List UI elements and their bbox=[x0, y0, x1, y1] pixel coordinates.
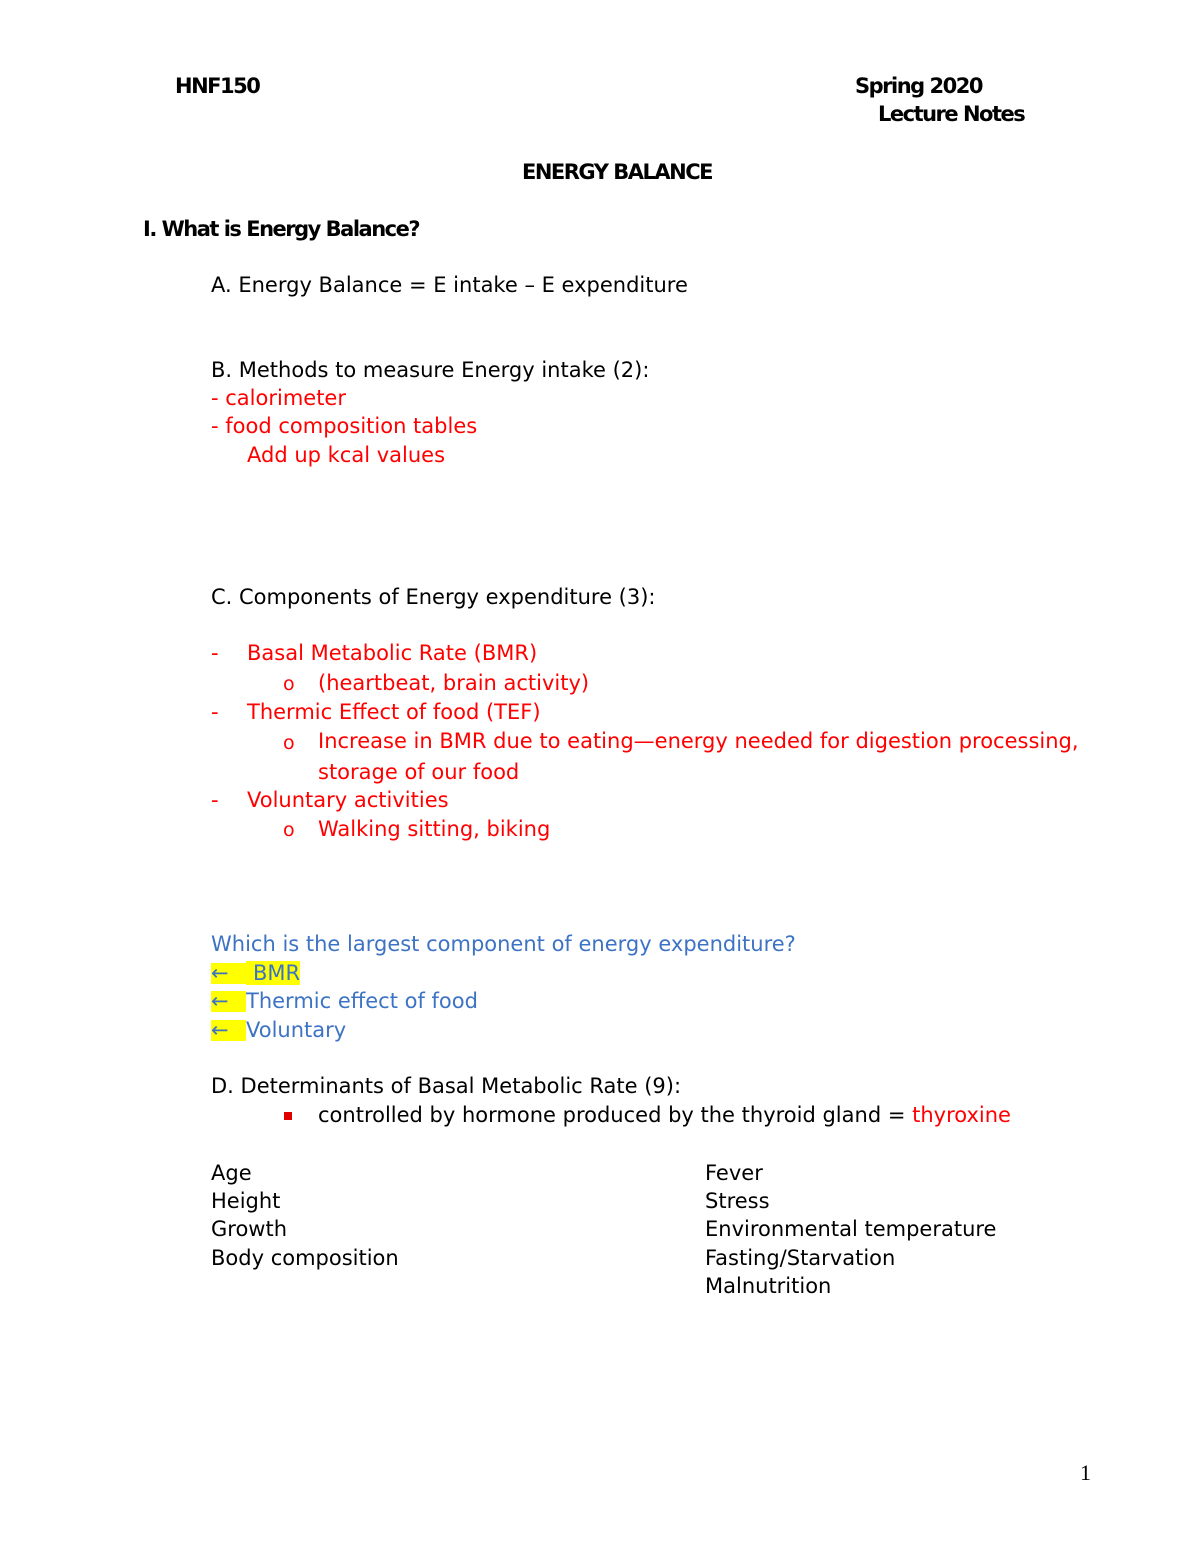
determinant-item: Age bbox=[211, 1161, 252, 1185]
determinant-item: Growth bbox=[211, 1217, 288, 1241]
component-label: Thermic Effect of food (TEF) bbox=[247, 700, 541, 724]
answer-option-label: Thermic effect of food bbox=[246, 989, 478, 1013]
section-heading: I. What is Energy Balance? bbox=[143, 217, 420, 241]
determinant-item: Stress bbox=[705, 1189, 770, 1213]
subsection-b-heading: B. Methods to measure Energy intake (2): bbox=[211, 358, 650, 382]
determinant-item: Fever bbox=[705, 1161, 763, 1185]
determinant-item: Malnutrition bbox=[705, 1274, 832, 1298]
thyroid-note bbox=[318, 1105, 1011, 1126]
answer-option bbox=[211, 1020, 346, 1041]
arrow-left-icon: ← bbox=[211, 991, 246, 1012]
method-subnote: Add up kcal values bbox=[247, 443, 446, 467]
page-title: ENERGY BALANCE bbox=[522, 160, 712, 184]
thyroxine-term: thyroxine bbox=[912, 1103, 1011, 1127]
square-bullet-icon bbox=[284, 1112, 292, 1120]
arrow-left-icon: ← bbox=[211, 963, 246, 984]
determinant-item: Environmental temperature bbox=[705, 1217, 997, 1241]
method-item: - calorimeter bbox=[211, 386, 346, 410]
component-detail: storage of our food bbox=[318, 760, 520, 784]
doc-type: Lecture Notes bbox=[878, 102, 1025, 126]
component-label: Voluntary activities bbox=[247, 788, 449, 812]
energy-balance-equation: A. Energy Balance = E intake – E expenditure bbox=[211, 273, 688, 297]
circle-bullet: o bbox=[283, 819, 295, 841]
component-detail: (heartbeat, brain activity) bbox=[318, 671, 590, 695]
arrow-left-icon: ← bbox=[211, 1020, 246, 1041]
answer-option-label: Voluntary bbox=[246, 1018, 347, 1042]
question-text: Which is the largest component of energy expenditure? bbox=[211, 932, 796, 956]
component-label: Basal Metabolic Rate (BMR) bbox=[247, 641, 538, 665]
dash-bullet: - bbox=[211, 788, 219, 812]
subsection-c-heading: C. Components of Energy expenditure (3): bbox=[211, 585, 656, 609]
determinant-item: Fasting/Starvation bbox=[705, 1246, 896, 1270]
answer-option bbox=[211, 991, 478, 1012]
determinant-item: Body composition bbox=[211, 1246, 399, 1270]
component-detail: Increase in BMR due to eating—energy needed for digestion processing, bbox=[318, 729, 1079, 753]
dash-bullet: - bbox=[211, 641, 219, 665]
course-code: HNF150 bbox=[175, 74, 260, 98]
page-number: 1 bbox=[1080, 1460, 1091, 1485]
thyroid-note-text: controlled by hormone produced by the thyroid gland = bbox=[318, 1103, 913, 1127]
subsection-d-heading: D. Determinants of Basal Metabolic Rate (9): bbox=[211, 1074, 682, 1098]
determinant-item: Height bbox=[211, 1189, 281, 1213]
circle-bullet: o bbox=[283, 673, 295, 695]
answer-option bbox=[211, 963, 300, 984]
component-detail: Walking sitting, biking bbox=[318, 817, 551, 841]
answer-option-label: BMR bbox=[246, 961, 300, 985]
method-item: - food composition tables bbox=[211, 414, 478, 438]
term: Spring 2020 bbox=[855, 74, 982, 98]
dash-bullet: - bbox=[211, 700, 219, 724]
circle-bullet: o bbox=[283, 732, 295, 754]
